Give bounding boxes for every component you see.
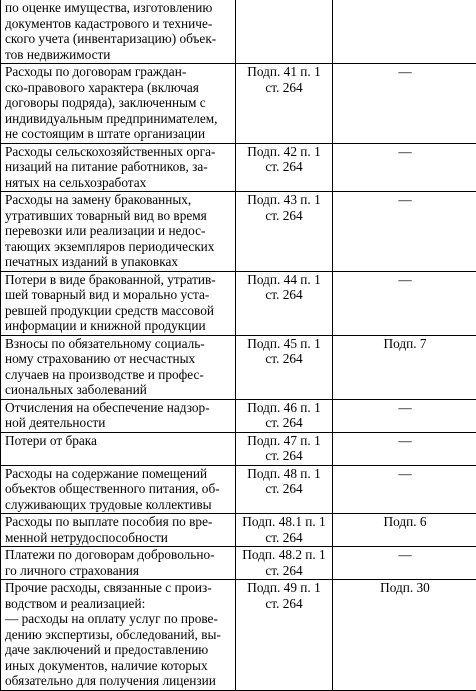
reference-cell <box>333 432 476 465</box>
expense-cell-line: ско-правового характера (включая <box>5 80 232 96</box>
expense-cell-line: менной нетрудоспособности <box>5 530 232 546</box>
expense-cell-line: документов кадастрового и техниче- <box>5 16 232 32</box>
article-cell <box>236 432 333 465</box>
expense-cell <box>1 580 236 691</box>
expense-cell-line: ной деятельности <box>5 415 232 431</box>
expense-cell <box>1 514 236 547</box>
expense-cell-line: Расходы по договорам граждан- <box>5 64 232 80</box>
article-cell-line: ст. 264 <box>238 287 330 303</box>
table-row <box>1 192 476 272</box>
expense-cell <box>1 192 236 272</box>
reference-cell-line: — <box>337 466 473 482</box>
expense-cell-line: Потери в виде бракованной, утратив- <box>5 272 232 288</box>
expense-cell-line: водством и реализацией: <box>5 596 232 612</box>
reference-cell <box>333 335 476 399</box>
expense-cell <box>1 0 236 64</box>
expense-cell-line: — расходы на оплату услуг по прове- <box>5 611 232 627</box>
expense-cell-line: го личного страхования <box>5 563 232 579</box>
expense-cell-line: договоры подряда), заключенным с <box>5 95 232 111</box>
expense-cell-line: утративших товарный вид во время <box>5 208 232 224</box>
expense-cell-line: объектов общественного питания, об- <box>5 481 232 497</box>
expense-cell-line: случаев на производстве и профес- <box>5 367 232 383</box>
article-cell-line: Подп. 41 п. 1 <box>238 64 330 80</box>
article-cell-line: Подп. 44 п. 1 <box>238 272 330 288</box>
article-cell-line: Подп. 43 п. 1 <box>238 192 330 208</box>
expense-cell-line: иных документов, наличие которых <box>5 658 232 674</box>
article-cell-line: Подп. 49 п. 1 <box>238 580 330 596</box>
table-row <box>1 432 476 465</box>
expense-cell <box>1 432 236 465</box>
expense-cell-line: даче заключений и предоставлению <box>5 642 232 658</box>
article-cell <box>236 192 333 272</box>
article-cell <box>236 514 333 547</box>
reference-cell <box>333 547 476 580</box>
article-cell-line: Подп. 46 п. 1 <box>238 400 330 416</box>
reference-cell <box>333 271 476 335</box>
expense-cell <box>1 335 236 399</box>
article-cell-line: Подп. 48.1 п. 1 <box>238 514 330 530</box>
reference-cell-line: — <box>337 400 473 416</box>
article-cell-line: ст. 264 <box>238 481 330 497</box>
reference-cell <box>333 64 476 144</box>
article-cell <box>236 465 333 514</box>
expense-cell-line: Потери от брака <box>5 433 232 449</box>
reference-cell <box>333 580 476 691</box>
article-cell <box>236 271 333 335</box>
table-row <box>1 335 476 399</box>
article-cell-line: ст. 264 <box>238 159 330 175</box>
article-cell-line: Подп. 42 п. 1 <box>238 144 330 160</box>
expense-cell-line: ского учета (инвентаризацию) объек- <box>5 31 232 47</box>
expense-cell-line: дению экспертизы, обследований, вы- <box>5 627 232 643</box>
article-cell-line: ст. 264 <box>238 530 330 546</box>
article-cell-line: ст. 264 <box>238 563 330 579</box>
expense-cell-line: ному страхованию от несчастных <box>5 351 232 367</box>
table-row <box>1 547 476 580</box>
table-row <box>1 465 476 514</box>
article-cell-line: ст. 264 <box>238 415 330 431</box>
expense-cell-line: перевозки или реализации и недос- <box>5 223 232 239</box>
expense-cell-line: Взносы по обязательному социаль- <box>5 336 232 352</box>
reference-cell-line: — <box>337 64 473 80</box>
expense-cell-line: не состоящим в штате организации <box>5 126 232 142</box>
expense-cell-line: информации и книжной продукции <box>5 318 232 334</box>
expense-cell <box>1 465 236 514</box>
article-cell-line: Подп. 48.2 п. 1 <box>238 547 330 563</box>
reference-cell <box>333 143 476 192</box>
expense-cell-line: сиональных заболеваний <box>5 382 232 398</box>
article-cell-line: Подп. 45 п. 1 <box>238 336 330 352</box>
reference-cell-line: — <box>337 547 473 563</box>
table-row <box>1 0 476 64</box>
article-cell-line: Подп. 48 п. 1 <box>238 466 330 482</box>
reference-cell-line: — <box>337 433 473 449</box>
expense-cell-line: Расходы по выплате пособия по вре- <box>5 514 232 530</box>
reference-cell-line: Подп. 30 <box>337 580 473 596</box>
article-cell-line: Подп. 47 п. 1 <box>238 433 330 449</box>
expense-cell-line: тающих экземпляров периодических <box>5 239 232 255</box>
table-row <box>1 514 476 547</box>
article-cell <box>236 0 333 64</box>
reference-cell <box>333 399 476 432</box>
article-cell <box>236 399 333 432</box>
expense-cell-line: тов недвижимости <box>5 47 232 63</box>
table-row <box>1 271 476 335</box>
reference-cell <box>333 514 476 547</box>
expense-cell <box>1 271 236 335</box>
article-cell <box>236 547 333 580</box>
article-cell-line: ст. 264 <box>238 208 330 224</box>
expense-cell-line: индивидуальным предпринимателем, <box>5 111 232 127</box>
table-row <box>1 143 476 192</box>
reference-cell-line: Подп. 6 <box>337 514 473 530</box>
article-cell-line: ст. 264 <box>238 596 330 612</box>
expense-cell-line: Платежи по договорам добровольно- <box>5 547 232 563</box>
expense-cell-line: служивающих трудовые коллективы <box>5 497 232 513</box>
expense-cell-line: по оценке имущества, изготовлению <box>5 0 232 16</box>
expense-cell-line: низаций на питание работников, за- <box>5 159 232 175</box>
expense-cell-line: нятых на сельхозработах <box>5 175 232 191</box>
expense-table-body <box>1 0 476 690</box>
expense-cell-line: Отчисления на обеспечение надзор- <box>5 400 232 416</box>
reference-cell-line: — <box>337 144 473 160</box>
expense-cell-line: шей товарный вид и морально уста- <box>5 287 232 303</box>
reference-cell <box>333 192 476 272</box>
table-row <box>1 399 476 432</box>
expense-cell <box>1 547 236 580</box>
expense-cell-line: обязательно для получения лицензии <box>5 673 232 689</box>
expense-cell-line: печатных изданий в упаковках <box>5 254 232 270</box>
reference-cell-line: Подп. 7 <box>337 336 473 352</box>
article-cell-line: ст. 264 <box>238 80 330 96</box>
expense-cell-line: Прочие расходы, связанные с произ- <box>5 580 232 596</box>
reference-cell-line: — <box>337 192 473 208</box>
article-cell <box>236 143 333 192</box>
article-cell-line: ст. 264 <box>238 351 330 367</box>
article-cell <box>236 335 333 399</box>
expense-cell-line: Расходы сельскохозяйственных орга- <box>5 144 232 160</box>
reference-cell <box>333 465 476 514</box>
expense-cell <box>1 399 236 432</box>
expense-cell <box>1 143 236 192</box>
expense-cell-line: ревшей продукции средств массовой <box>5 303 232 319</box>
expense-cell <box>1 64 236 144</box>
reference-cell <box>333 0 476 64</box>
article-cell <box>236 580 333 691</box>
table-row <box>1 64 476 144</box>
expense-cell-line: Расходы на содержание помещений <box>5 466 232 482</box>
article-cell <box>236 64 333 144</box>
article-cell-line: ст. 264 <box>238 448 330 464</box>
reference-cell-line: — <box>337 272 473 288</box>
expense-cell-line: Расходы на замену бракованных, <box>5 192 232 208</box>
table-row <box>1 580 476 691</box>
